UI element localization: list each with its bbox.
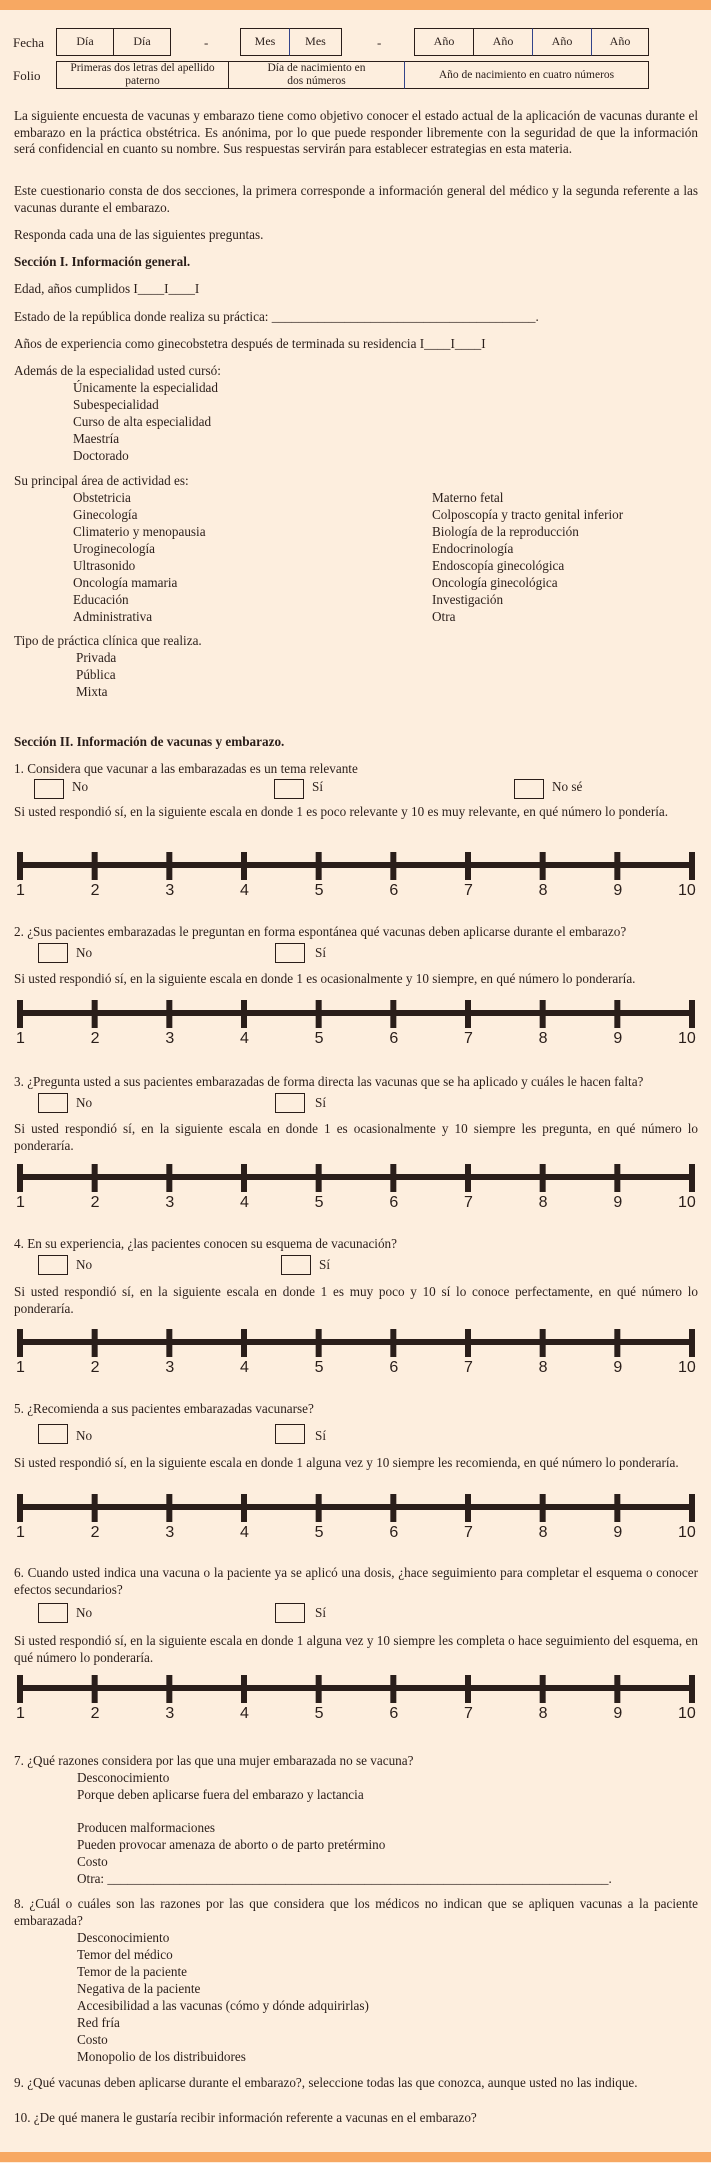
scale-number[interactable]: 6 xyxy=(389,1524,399,1541)
scale-number[interactable]: 3 xyxy=(165,882,175,899)
practice-option[interactable]: Pública xyxy=(76,667,116,682)
q1-rating-scale[interactable] xyxy=(14,848,698,898)
q2-si-label: Sí xyxy=(315,945,326,960)
scale-number[interactable]: 4 xyxy=(240,1194,249,1211)
area-option[interactable]: Climaterio y menopausia xyxy=(73,524,206,539)
year-box-4[interactable]: Año xyxy=(591,28,649,56)
area-option[interactable]: Endoscopía ginecológica xyxy=(432,558,565,573)
state-question: Estado de la república donde realiza su práctica: ________________________________________. xyxy=(14,309,539,324)
scale-number[interactable]: 10 xyxy=(678,882,696,899)
area-option[interactable]: Endocrinología xyxy=(432,541,514,556)
q8-option[interactable]: Accesibilidad a las vacunas (cómo y dónde adquirirlas) xyxy=(77,1998,369,2013)
scale-number[interactable]: 3 xyxy=(165,1030,175,1047)
bottom-band xyxy=(0,2152,711,2162)
q6-no-label: No xyxy=(76,1605,93,1620)
scale-number[interactable]: 7 xyxy=(464,1194,473,1211)
q2-no-label: No xyxy=(76,945,93,960)
q5-rating-scale[interactable] xyxy=(14,1490,698,1540)
month-box-2[interactable]: Mes xyxy=(289,28,342,56)
scale-number[interactable]: 6 xyxy=(389,882,399,899)
question-4-followup: Si usted respondió sí, en la siguiente escala en donde 1 es muy poco y 10 sí lo conoce perfectamente, en qué número lo ponderaría. xyxy=(14,1284,698,1316)
scale-number[interactable]: 8 xyxy=(538,1705,548,1722)
area-option[interactable]: Ultrasonido xyxy=(73,558,136,573)
q8-option[interactable]: Red fría xyxy=(77,2015,120,2030)
q6-si-label: Sí xyxy=(315,1605,326,1620)
year-box-1[interactable]: Año xyxy=(414,28,474,56)
area-option[interactable]: Obstetricia xyxy=(73,490,131,505)
scale-number[interactable]: 5 xyxy=(314,1030,324,1047)
scale-number[interactable]: 8 xyxy=(538,1194,548,1211)
q2-rating-scale[interactable] xyxy=(14,996,698,1046)
age-question: Edad, años cumplidos I____I____I xyxy=(14,281,200,296)
q4-no-checkbox[interactable] xyxy=(38,1255,68,1275)
scale-number[interactable]: 4 xyxy=(240,1524,249,1541)
scale-number[interactable]: 7 xyxy=(464,1524,473,1541)
scale-number[interactable]: 10 xyxy=(678,1524,696,1541)
scale-number[interactable]: 9 xyxy=(613,1705,623,1722)
intro-paragraph-2: Este cuestionario consta de dos secciones, la primera corresponde a información general del médico y la segunda referente a las vacunas durante el embarazo. xyxy=(14,183,698,215)
q6-rating-scale[interactable] xyxy=(14,1671,698,1721)
q2-no-checkbox[interactable] xyxy=(38,943,68,963)
specialty-option[interactable]: Maestría xyxy=(73,431,120,446)
question-10: 10. ¿De qué manera le gustaría recibir información referente a vacunas en el embarazo? xyxy=(14,2110,477,2125)
practice-option[interactable]: Mixta xyxy=(76,684,108,699)
top-band xyxy=(0,0,711,10)
q7-option[interactable]: Pueden provocar amenaza de aborto o de parto pretérmino xyxy=(77,1837,386,1852)
q3-no-label: No xyxy=(76,1095,93,1110)
specialty-question: Además de la especialidad usted cursó: xyxy=(14,363,221,378)
scale-number[interactable]: 9 xyxy=(613,882,623,899)
q7-option[interactable]: Producen malformaciones xyxy=(77,1820,216,1835)
scale-number[interactable]: 5 xyxy=(314,1359,324,1376)
scale-number[interactable]: 10 xyxy=(678,1359,696,1376)
scale-number[interactable]: 1 xyxy=(16,1030,25,1047)
scale-number[interactable]: 1 xyxy=(16,882,25,899)
intro-paragraph-1: La siguiente encuesta de vacunas y embarazo tiene como objetivo conocer el estado actual de la aplicación de vacunas durante el embarazo en la práctica obstétrica. Es anónima, por lo que puede responder libremente con la seguridad de que la información será confidencial en cuanto su nombre. Sus respuestas servirán para establecer estrategias en esta materia. xyxy=(14,108,698,157)
date-separator: - xyxy=(204,35,209,50)
folio-box-birthday[interactable]: Día de nacimiento en dos números xyxy=(228,61,405,89)
folio-box-birthyear[interactable]: Año de nacimiento en cuatro números xyxy=(404,61,649,89)
question-2: 2. ¿Sus pacientes embarazadas le preguntan en forma espontánea qué vacunas deben aplicarse durante el embarazo? xyxy=(14,924,627,939)
question-3-followup: Si usted respondió sí, en la siguiente escala en donde 1 es ocasionalmente y 10 siempre les pregunta, en qué número lo ponderaría. xyxy=(14,1121,698,1153)
q8-option[interactable]: Temor de la paciente xyxy=(77,1964,188,1979)
q4-si-label: Sí xyxy=(319,1257,330,1272)
scale-number[interactable]: 10 xyxy=(678,1030,696,1047)
question-1: 1. Considera que vacunar a las embarazadas es un tema relevante xyxy=(14,761,358,776)
month-box-1[interactable]: Mes xyxy=(240,28,290,56)
year-box-2[interactable]: Año xyxy=(473,28,533,56)
q1-no-label: No xyxy=(72,779,89,794)
q6-no-checkbox[interactable] xyxy=(38,1603,68,1623)
scale-bar xyxy=(14,848,698,882)
scale-number[interactable]: 9 xyxy=(613,1524,623,1541)
question-4: 4. En su experiencia, ¿las pacientes conocen su esquema de vacunación? xyxy=(14,1236,398,1251)
scale-number[interactable]: 10 xyxy=(678,1194,696,1211)
area-option[interactable]: Otra xyxy=(432,609,456,624)
q3-no-checkbox[interactable] xyxy=(38,1093,68,1113)
q1-nose-checkbox[interactable] xyxy=(514,779,544,799)
q1-nose-label: No sé xyxy=(552,779,583,794)
q5-no-label: No xyxy=(76,1428,93,1443)
area-option[interactable]: Oncología ginecológica xyxy=(432,575,558,590)
intro-paragraph-3: Responda cada una de las siguientes preguntas. xyxy=(14,227,264,242)
q7-option-other[interactable]: Otra: ____________________________________________________________________________. xyxy=(77,1871,612,1886)
q4-no-label: No xyxy=(76,1257,93,1272)
fecha-label: Fecha xyxy=(13,35,45,50)
scale-number[interactable]: 7 xyxy=(464,1030,473,1047)
scale-number[interactable]: 8 xyxy=(538,882,548,899)
folio-box-surname[interactable]: Primeras dos letras del apellido paterno xyxy=(56,61,229,89)
q8-option[interactable]: Negativa de la paciente xyxy=(77,1981,201,1996)
q8-option[interactable]: Temor del médico xyxy=(77,1947,173,1962)
scale-number[interactable]: 5 xyxy=(314,1194,324,1211)
scale-number[interactable]: 9 xyxy=(613,1359,623,1376)
question-7: 7. ¿Qué razones considera por las que una mujer embarazada no se vacuna? xyxy=(14,1753,414,1768)
scale-bar xyxy=(14,996,698,1030)
scale-number[interactable]: 8 xyxy=(538,1359,548,1376)
scale-number[interactable]: 2 xyxy=(90,1524,100,1541)
scale-number[interactable]: 2 xyxy=(90,1359,100,1376)
area-option[interactable]: Educación xyxy=(73,592,129,607)
question-8: 8. ¿Cuál o cuáles son las razones por las que considera que los médicos no indican que se apliquen vacunas a la paciente embarazada? xyxy=(14,1896,698,1928)
q7-option[interactable]: Porque deben aplicarse fuera del embarazo y lactancia xyxy=(77,1787,364,1802)
q5-si-checkbox[interactable] xyxy=(275,1424,305,1444)
specialty-option[interactable]: Únicamente la especialidad xyxy=(73,380,218,395)
scale-bar xyxy=(14,1160,698,1194)
q1-si-label: Sí xyxy=(312,779,323,794)
area-question: Su principal área de actividad es: xyxy=(14,473,189,488)
scale-number[interactable]: 5 xyxy=(314,1524,324,1541)
area-option[interactable]: Oncología mamaria xyxy=(73,575,178,590)
scale-number[interactable]: 2 xyxy=(90,1194,100,1211)
scale-number[interactable]: 7 xyxy=(464,882,473,899)
q8-option[interactable]: Desconocimiento xyxy=(77,1930,170,1945)
scale-number[interactable]: 4 xyxy=(240,1030,249,1047)
scale-number[interactable]: 3 xyxy=(165,1359,175,1376)
specialty-option[interactable]: Doctorado xyxy=(73,448,129,463)
scale-number[interactable]: 5 xyxy=(314,1705,324,1722)
q3-si-label: Sí xyxy=(315,1095,326,1110)
question-1-followup: Si usted respondió sí, en la siguiente escala en donde 1 es poco relevante y 10 es muy relevante, en qué número lo pondería. xyxy=(14,804,669,819)
question-9: 9. ¿Qué vacunas deben aplicarse durante el embarazo?, seleccione todas las que conozca, aunque usted no las indique. xyxy=(14,2075,638,2090)
section-1-title: Sección I. Información general. xyxy=(14,254,191,269)
scale-number[interactable]: 6 xyxy=(389,1194,399,1211)
area-option[interactable]: Materno fetal xyxy=(432,490,504,505)
scale-number[interactable]: 1 xyxy=(16,1705,25,1722)
area-option[interactable]: Uroginecología xyxy=(73,541,156,556)
experience-question: Años de experiencia como ginecobstetra después de terminada su residencia I____I____I xyxy=(14,336,486,351)
question-3: 3. ¿Pregunta usted a sus pacientes embarazadas de forma directa las vacunas que se ha aplicado y cuáles le hacen falta? xyxy=(14,1074,644,1089)
q8-option[interactable]: Monopolio de los distribuidores xyxy=(77,2049,246,2064)
specialty-option[interactable]: Subespecialidad xyxy=(73,397,159,412)
scale-number[interactable]: 2 xyxy=(90,1030,100,1047)
q1-si-checkbox[interactable] xyxy=(274,779,304,799)
scale-number[interactable]: 10 xyxy=(678,1705,696,1722)
folio-label: Folio xyxy=(13,68,41,83)
scale-number[interactable]: 1 xyxy=(16,1194,25,1211)
scale-number[interactable]: 3 xyxy=(165,1705,175,1722)
q8-option[interactable]: Costo xyxy=(77,2032,108,2047)
scale-number[interactable]: 6 xyxy=(389,1030,399,1047)
area-option[interactable]: Investigación xyxy=(432,592,504,607)
scale-number[interactable]: 7 xyxy=(464,1359,473,1376)
scale-bar xyxy=(14,1671,698,1705)
scale-number[interactable]: 8 xyxy=(538,1524,548,1541)
day-box-2[interactable]: Día xyxy=(113,28,171,56)
area-option[interactable]: Ginecología xyxy=(73,507,138,522)
scale-number[interactable]: 3 xyxy=(165,1524,175,1541)
scale-number[interactable]: 4 xyxy=(240,1705,249,1722)
question-6: 6. Cuando usted indica una vacuna o la paciente ya se aplicó una dosis, ¿hace seguimiento para completar el esquema o conocer efectos secundarios? xyxy=(14,1565,698,1597)
area-option[interactable]: Administrativa xyxy=(73,609,153,624)
specialty-option[interactable]: Curso de alta especialidad xyxy=(73,414,212,429)
scale-number[interactable]: 9 xyxy=(613,1194,623,1211)
section-2-title: Sección II. Información de vacunas y embarazo. xyxy=(14,734,285,749)
scale-number[interactable]: 7 xyxy=(464,1705,473,1722)
question-6-followup: Si usted respondió sí, en la siguiente escala en donde 1 alguna vez y 10 siempre les completa o hace seguimiento del esquema, en qué número lo ponderaría. xyxy=(14,1633,698,1665)
q4-si-checkbox[interactable] xyxy=(281,1255,311,1275)
scale-number[interactable]: 4 xyxy=(240,882,249,899)
scale-number[interactable]: 3 xyxy=(165,1194,175,1211)
q7-option[interactable]: Desconocimiento xyxy=(77,1770,170,1785)
scale-number[interactable]: 5 xyxy=(314,882,324,899)
day-box-1[interactable]: Día xyxy=(56,28,114,56)
q5-no-checkbox[interactable] xyxy=(38,1424,68,1444)
year-box-3[interactable]: Año xyxy=(532,28,592,56)
q4-rating-scale[interactable] xyxy=(14,1325,698,1375)
practice-option[interactable]: Privada xyxy=(76,650,117,665)
q6-si-checkbox[interactable] xyxy=(275,1603,305,1623)
scale-number[interactable]: 1 xyxy=(16,1359,25,1376)
question-5: 5. ¿Recomienda a sus pacientes embarazadas vacunarse? xyxy=(14,1401,314,1416)
date-separator-2: - xyxy=(377,35,382,50)
area-option[interactable]: Biología de la reproducción xyxy=(432,524,579,539)
area-option[interactable]: Colposcopía y tracto genital inferior xyxy=(432,507,624,522)
scale-number[interactable]: 6 xyxy=(389,1705,399,1722)
q3-rating-scale[interactable] xyxy=(14,1160,698,1210)
scale-number[interactable]: 9 xyxy=(613,1030,623,1047)
scale-number[interactable]: 1 xyxy=(16,1524,25,1541)
q5-si-label: Sí xyxy=(315,1428,326,1443)
scale-number[interactable]: 2 xyxy=(90,1705,100,1722)
scale-bar xyxy=(14,1490,698,1524)
scale-number[interactable]: 6 xyxy=(389,1359,399,1376)
question-2-followup: Si usted respondió sí, en la siguiente escala en donde 1 es ocasionalmente y 10 siempre, en qué número lo ponderaría. xyxy=(14,971,636,986)
q2-si-checkbox[interactable] xyxy=(275,943,305,963)
practice-question: Tipo de práctica clínica que realiza. xyxy=(14,633,202,648)
scale-bar xyxy=(14,1325,698,1359)
scale-number[interactable]: 4 xyxy=(240,1359,249,1376)
question-5-followup: Si usted respondió sí, en la siguiente escala en donde 1 alguna vez y 10 siempre les recomienda, en qué número lo ponderaría. xyxy=(14,1455,679,1470)
q1-no-checkbox[interactable] xyxy=(34,779,64,799)
q3-si-checkbox[interactable] xyxy=(275,1093,305,1113)
scale-number[interactable]: 2 xyxy=(90,882,100,899)
scale-number[interactable]: 8 xyxy=(538,1030,548,1047)
q7-option[interactable]: Costo xyxy=(77,1854,108,1869)
